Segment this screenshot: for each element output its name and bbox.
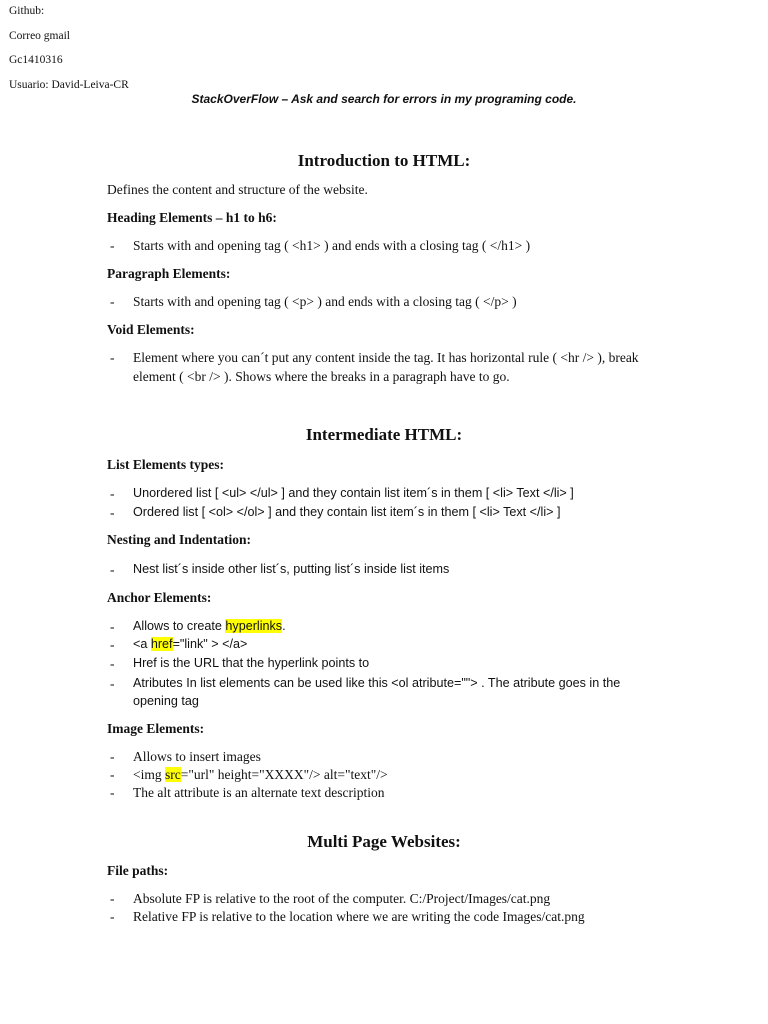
anchor-item-4-line1: Atributes In list elements can be used like this <ol atribute=""> . The atribute goes in the [133, 676, 621, 690]
void-elements-title: Void Elements: [107, 322, 195, 337]
list-bullet: - [110, 767, 115, 782]
anchor-item-3: Href is the URL that the hyperlink points to [133, 656, 370, 670]
heading-elements-title: Heading Elements – h1 to h6: [107, 210, 277, 225]
list-bullet: - [110, 891, 115, 906]
section-title-multipage: Multi Page Websites: [307, 832, 461, 851]
anchor-item-1: Allows to create hyperlinks. [133, 619, 286, 633]
list-bullet: - [110, 238, 115, 253]
anchor-item-2: <a href="link" > </a> [133, 637, 248, 651]
list-elements-item: Ordered list [ <ol> </ol> ] and they contain list item´s in them [ <li> Text </li> ] [133, 505, 561, 519]
user-label: Usuario: David-Leiva-CR [9, 79, 129, 91]
intro-description: Defines the content and structure of the website. [107, 182, 368, 197]
list-bullet: - [110, 562, 115, 577]
list-bullet: - [110, 909, 115, 924]
nesting-item: Nest list´s inside other list´s, putting list´s inside list items [133, 562, 450, 576]
list-bullet: - [110, 785, 115, 800]
paragraph-elements-title: Paragraph Elements: [107, 266, 231, 281]
list-bullet: - [110, 350, 115, 365]
section-title-intermediate: Intermediate HTML: [305, 425, 463, 444]
highlight-href: href [150, 637, 173, 651]
paragraph-elements-item: Starts with and opening tag ( <p> ) and ends with a closing tag ( </p> ) [133, 294, 517, 309]
void-elements-item-line1: Element where you can´t put any content inside the tag. It has horizontal rule ( <hr /> ), break [133, 350, 639, 365]
file-paths-title: File paths: [107, 863, 169, 878]
list-bullet: - [110, 676, 115, 691]
list-bullet: - [110, 486, 115, 501]
list-bullet: - [110, 294, 115, 309]
list-bullet: - [110, 749, 115, 764]
anchor-item-4-line2: opening tag [133, 694, 199, 708]
file-path-item-1: Absolute FP is relative to the root of the computer. C:/Project/Images/cat.png [133, 891, 551, 906]
tagline: StackOverFlow – Ask and search for errors in my programing code. [191, 92, 577, 106]
code-label: Gc1410316 [9, 54, 63, 66]
anchor-elements-title: Anchor Elements: [107, 590, 212, 605]
image-elements-title: Image Elements: [107, 721, 205, 736]
list-bullet: - [110, 619, 115, 634]
void-elements-item-line2: element ( <br /> ). Shows where the breaks in a paragraph have to go. [133, 369, 510, 384]
list-elements-item: Unordered list [ <ul> </ul> ] and they contain list item´s in them [ <li> Text </li> ] [133, 486, 574, 500]
image-item-2: <img src="url" height="XXXX"/> alt="text"/> [133, 767, 388, 782]
list-elements-title: List Elements types: [107, 457, 224, 472]
file-path-item-2: Relative FP is relative to the location where we are writing the code Images/cat.png [133, 909, 585, 924]
image-item-1: Allows to insert images [133, 749, 261, 764]
list-bullet: - [110, 637, 115, 652]
highlight-hyperlinks: hyperlinks [225, 619, 283, 633]
heading-elements-item: Starts with and opening tag ( <h1> ) and ends with a closing tag ( </h1> ) [133, 238, 531, 253]
list-bullet: - [110, 505, 115, 520]
list-bullet: - [110, 656, 115, 671]
section-title-intro: Introduction to HTML: [297, 151, 471, 170]
nesting-title: Nesting and Indentation: [107, 532, 252, 547]
github-label: Github: [9, 5, 45, 17]
image-item-3: The alt attribute is an alternate text description [133, 785, 385, 800]
highlight-src: src [165, 767, 181, 782]
gmail-label: Correo gmail [9, 30, 70, 42]
